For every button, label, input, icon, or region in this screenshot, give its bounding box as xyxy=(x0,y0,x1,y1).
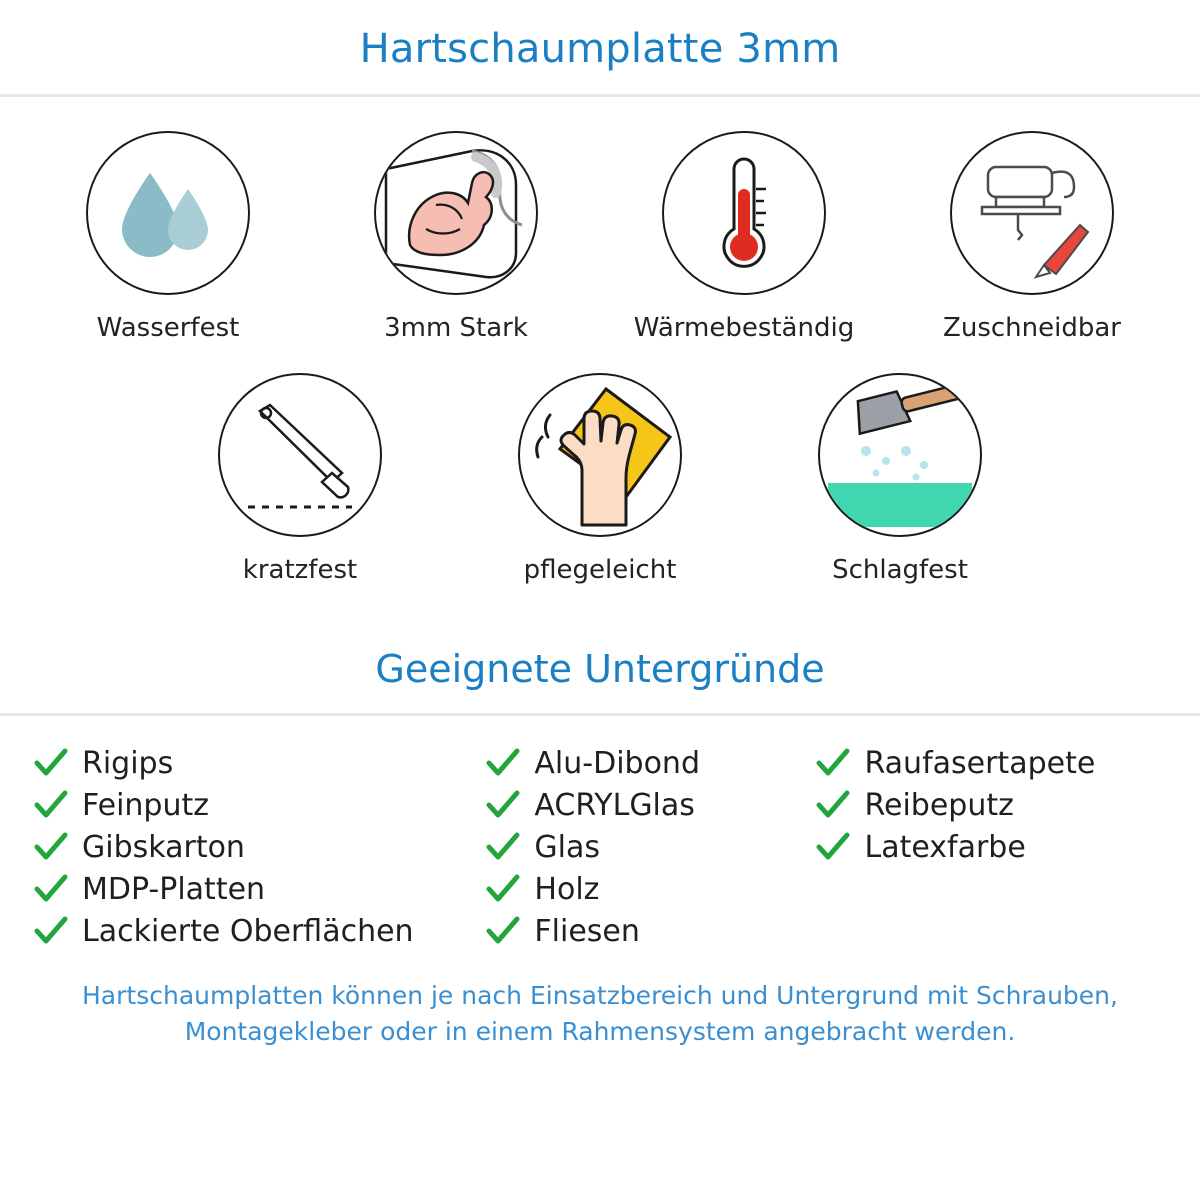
check-icon xyxy=(34,788,68,822)
list-item xyxy=(34,868,486,910)
feature-label: Zuschneidbar xyxy=(943,313,1121,343)
feature-row-1 xyxy=(0,131,1200,343)
check-icon xyxy=(486,746,520,780)
feature-label: Wasserfest xyxy=(96,313,240,343)
list-item xyxy=(34,826,486,868)
feature-waermebestaendig xyxy=(600,131,888,343)
check-icon xyxy=(34,830,68,864)
list-item-label: Reibeputz xyxy=(864,787,1014,823)
strong-arm-icon xyxy=(374,131,538,295)
thermometer-icon xyxy=(662,131,826,295)
list-item xyxy=(486,868,816,910)
knife-scratch-icon xyxy=(218,373,382,537)
page-title: Hartschaumplatte 3mm xyxy=(359,26,841,72)
list-item xyxy=(816,742,1166,784)
list-item xyxy=(486,910,816,952)
check-icon xyxy=(816,788,850,822)
list-item-label: Gibskarton xyxy=(82,829,245,865)
check-icon xyxy=(34,746,68,780)
check-icon xyxy=(486,830,520,864)
feature-section xyxy=(0,97,1200,585)
list-item xyxy=(486,742,816,784)
list-item-label: Glas xyxy=(534,829,601,865)
header xyxy=(0,0,1200,72)
list-item-label: Fliesen xyxy=(534,913,640,949)
hammer-impact-icon xyxy=(818,373,982,537)
feature-kratzfest xyxy=(150,373,450,585)
substrate-list xyxy=(0,716,1200,952)
check-icon xyxy=(816,830,850,864)
hand-cloth-wipe-icon xyxy=(518,373,682,537)
check-icon xyxy=(816,746,850,780)
list-item-label: Alu-Dibond xyxy=(534,745,700,781)
feature-label: Schlagfest xyxy=(832,555,968,585)
list-item-label: ACRYLGlas xyxy=(534,787,695,823)
footnote-text: Hartschaumplatten können je nach Einsatzbereich und Untergrund mit Schrauben, Montagekleber oder in einem Rahmensystem angebracht werden. xyxy=(82,981,1118,1046)
list-item-label: Lackierte Oberflächen xyxy=(82,913,414,949)
feature-label: kratzfest xyxy=(242,555,358,585)
feature-label: 3mm Stark xyxy=(384,313,528,343)
check-icon xyxy=(34,914,68,948)
list-item xyxy=(34,784,486,826)
feature-label: Wärmebeständig xyxy=(633,313,855,343)
list-item xyxy=(816,784,1166,826)
list-item-label: MDP-Platten xyxy=(82,871,266,907)
check-icon xyxy=(486,872,520,906)
feature-label: pflegeleicht xyxy=(523,555,677,585)
jigsaw-cutter-icon xyxy=(950,131,1114,295)
feature-3mm-stark xyxy=(312,131,600,343)
list-item-label: Rigips xyxy=(82,745,174,781)
check-icon xyxy=(486,914,520,948)
list-item-label: Holz xyxy=(534,871,600,907)
list-item xyxy=(34,742,486,784)
list-item-label: Feinputz xyxy=(82,787,209,823)
list-item xyxy=(486,826,816,868)
check-icon xyxy=(486,788,520,822)
list-item xyxy=(486,784,816,826)
feature-row-2 xyxy=(0,373,1200,585)
substrate-column-2 xyxy=(486,742,816,952)
feature-schlagfest xyxy=(750,373,1050,585)
section-title-untergruende: Geeignete Untergründe xyxy=(375,647,825,691)
list-item-label: Latexfarbe xyxy=(864,829,1026,865)
list-item xyxy=(816,826,1166,868)
check-icon xyxy=(34,872,68,906)
substrate-column-1 xyxy=(34,742,486,952)
substrate-column-3 xyxy=(816,742,1166,952)
list-item-label: Raufasertapete xyxy=(864,745,1096,781)
list-item xyxy=(34,910,486,952)
feature-zuschneidbar xyxy=(888,131,1176,343)
water-drops-icon xyxy=(86,131,250,295)
feature-pflegeleicht xyxy=(450,373,750,585)
feature-wasserfest xyxy=(24,131,312,343)
